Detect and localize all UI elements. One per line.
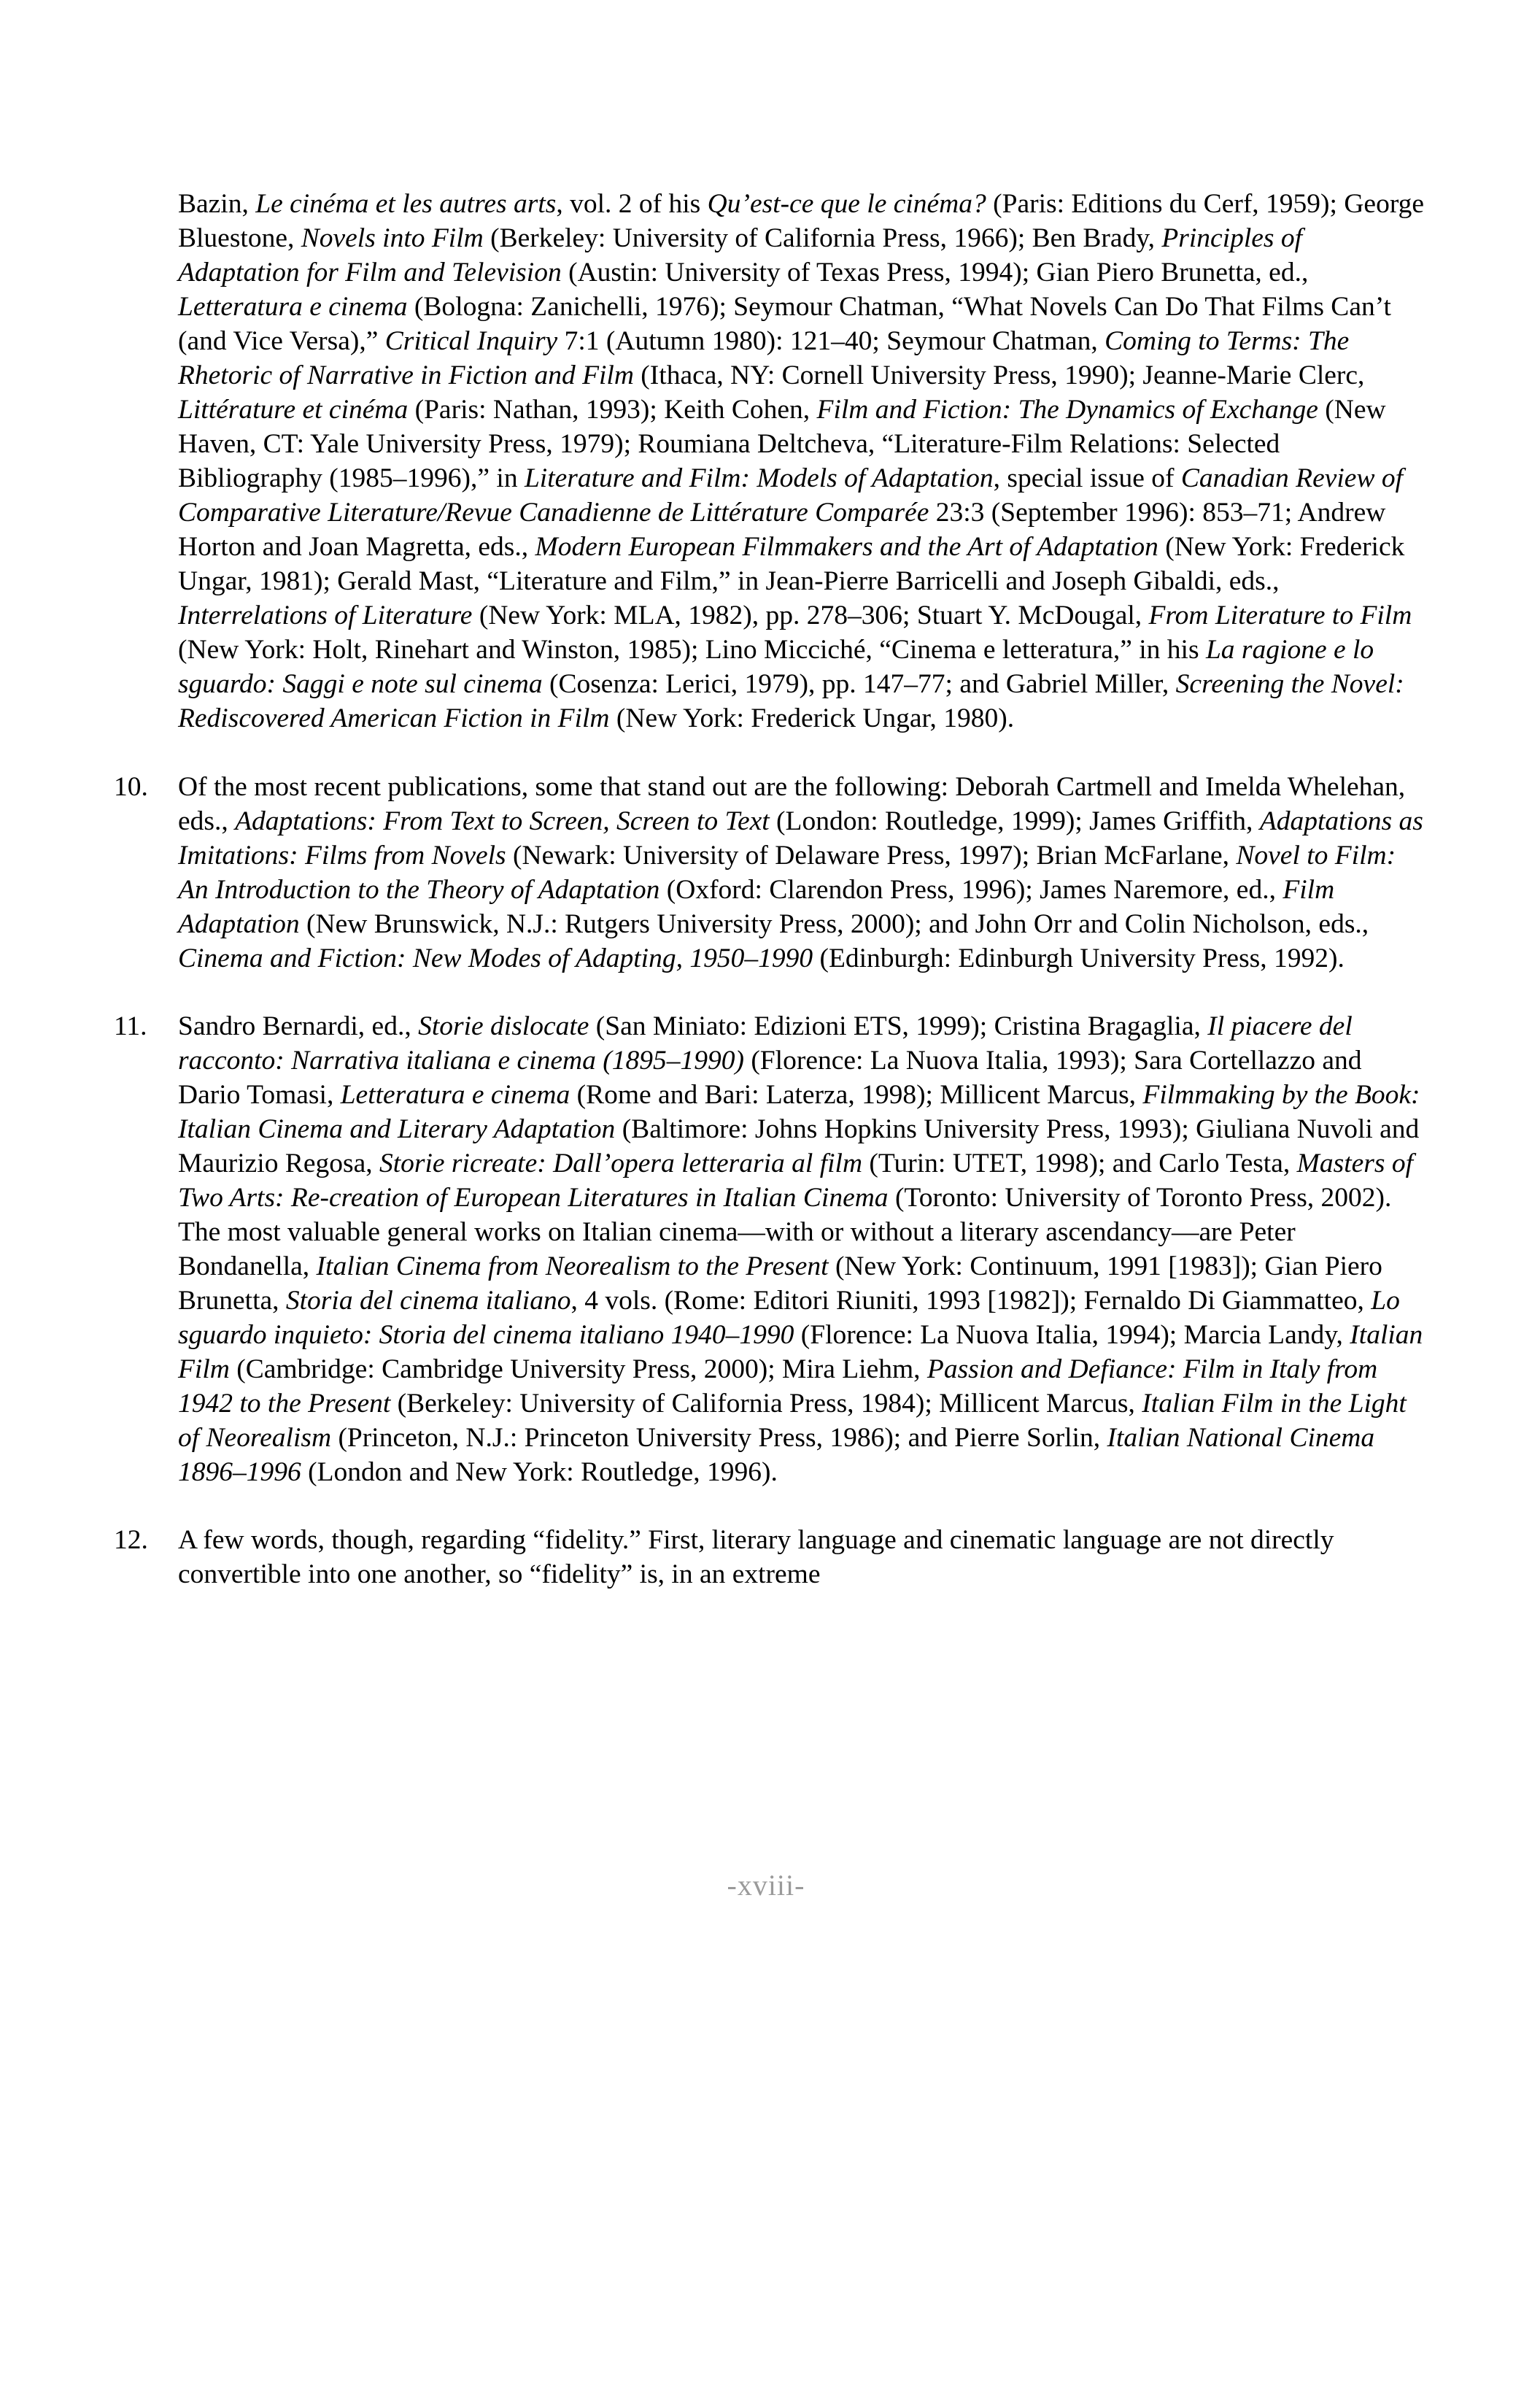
- text-run: (Bologna: Zanichelli, 1976); Seymour Chatman, “What Novels Can Do That Films Can’t (and Vice Versa),”: [178, 292, 1391, 356]
- italic-title: Italian Cinema from Neorealism to the Present: [316, 1251, 829, 1281]
- text-run: (New York: Frederick Ungar, 1980).: [609, 703, 1015, 733]
- text-run: (New York: Frederick Ungar, 1981); Gerald Mast, “Literature and Film,” in Jean-Pierre Barricelli and Joseph Gibaldi, eds.,: [178, 532, 1405, 596]
- text-run: Of the most recent publications, some that stand out are the following: Deborah Cartmell and Imelda Whelehan, eds.,: [178, 772, 1406, 836]
- note-text: [178, 1009, 1425, 1489]
- text-run: (Ithaca, NY: Cornell University Press, 1990); Jeanne-Marie Clerc,: [633, 360, 1365, 390]
- text-run: (New Brunswick, N.J.: Rutgers University Press, 2000); and John Orr and Colin Nicholson, eds.,: [299, 909, 1369, 939]
- text-run: (San Miniato: Edizioni ETS, 1999); Cristina Bragaglia,: [589, 1011, 1208, 1041]
- note-number: 10.: [114, 772, 148, 802]
- italic-title: Storia del cinema italiano: [285, 1286, 571, 1316]
- text-run: (Florence: La Nuova Italia, 1994); Marcia Landy,: [794, 1320, 1350, 1350]
- text-run: (Oxford: Clarendon Press, 1996); James Naremore, ed.,: [659, 875, 1283, 905]
- italic-title: Storie ricreate: Dall’opera letteraria al film: [379, 1149, 863, 1178]
- text-run: (Rome and Bari: Laterza, 1998); Millicent Marcus,: [570, 1080, 1143, 1110]
- italic-title: Film Adaptation: [178, 875, 1335, 939]
- text-run: (New York: Holt, Rinehart and Winston, 1985); Lino Micciché, “Cinema e letteratura,” in his: [178, 635, 1206, 665]
- text-run: (London and New York: Routledge, 1996).: [301, 1457, 778, 1487]
- text-run: 23:3 (September 1996): 853–71; Andrew Horton and Joan Magretta, eds.,: [178, 498, 1386, 562]
- text-run: , vol. 2 of his: [556, 189, 708, 219]
- italic-title: Film and Fiction: The Dynamics of Exchange: [816, 395, 1318, 425]
- text-run: (Florence: La Nuova Italia, 1993); Sara Cortellazzo and Dario Tomasi,: [178, 1046, 1362, 1110]
- text-run: (Berkeley: University of California Press, 1966); Ben Brady,: [483, 223, 1162, 253]
- note-text: [178, 1523, 1425, 1591]
- note-text: [178, 187, 1425, 736]
- text-run: Sandro Bernardi, ed.,: [178, 1011, 419, 1041]
- italic-title: Lo sguardo inquieto: Storia del cinema italiano 1940–1990: [178, 1286, 1400, 1350]
- italic-title: Adaptations as Imitations: Films from Novels: [178, 806, 1423, 871]
- italic-title: Italian Film: [178, 1320, 1423, 1384]
- italic-title: From Literature to Film: [1148, 601, 1412, 630]
- italic-title: Letteratura e cinema: [340, 1080, 570, 1110]
- italic-title: Literature and Film: Models of Adaptation: [524, 463, 994, 493]
- text-run: (Austin: University of Texas Press, 1994); Gian Piero Brunetta, ed.,: [561, 258, 1309, 288]
- text-run: (Princeton, N.J.: Princeton University Press, 1986); and Pierre Sorlin,: [331, 1423, 1107, 1453]
- italic-title: Cinema and Fiction: New Modes of Adapting, 1950–1990: [178, 943, 813, 973]
- text-run: (New York: MLA, 1982), pp. 278–306; Stuart Y. McDougal,: [472, 601, 1149, 630]
- italic-title: Littérature et cinéma: [178, 395, 409, 425]
- text-run: (Edinburgh: Edinburgh University Press, 1992).: [813, 943, 1345, 973]
- italic-title: La ragione e lo sguardo: Saggi e note sul cinema: [178, 635, 1374, 699]
- italic-title: Novel to Film: An Introduction to the Theory of Adaptation: [178, 841, 1396, 905]
- text-run: , 4 vols. (Rome: Editori Riuniti, 1993 [1982]); Fernaldo Di Giammatteo,: [570, 1286, 1372, 1316]
- text-run: (Paris: Nathan, 1993); Keith Cohen,: [408, 395, 817, 425]
- text-run: A few words, though, regarding “fidelity.” First, literary language and cinematic language are not directly convertible into one another, so “fidelity” is, in an extreme: [178, 1525, 1334, 1589]
- italic-title: Canadian Review of Comparative Literature/Revue Canadienne de Littérature Comparée: [178, 463, 1403, 528]
- italic-title: Critical Inquiry: [384, 326, 558, 356]
- endnote-10: [114, 770, 1425, 976]
- italic-title: Letteratura e cinema: [178, 292, 408, 322]
- italic-title: Le cinéma et les autres arts: [255, 189, 557, 219]
- text-run: (London: Routledge, 1999); James Griffith,: [769, 806, 1260, 836]
- text-run: (Turin: UTET, 1998); and Carlo Testa,: [862, 1149, 1297, 1178]
- text-run: (New York: Continuum, 1991 [1983]); Gian Piero Brunetta,: [178, 1251, 1382, 1316]
- italic-title: Principles of Adaptation for Film and Television: [178, 223, 1303, 288]
- italic-title: Italian National Cinema 1896–1996: [178, 1423, 1375, 1487]
- text-run: (New Haven, CT: Yale University Press, 1979); Roumiana Deltcheva, “Literature-Film Relations: Selected Bibliography (1985–1996),” in: [178, 395, 1386, 493]
- text-run: (Cambridge: Cambridge University Press, 2000); Mira Liehm,: [229, 1354, 927, 1384]
- italic-title: Qu’est-ce que le cinéma?: [707, 189, 986, 219]
- text-run: (Berkeley: University of California Press, 1984); Millicent Marcus,: [390, 1389, 1142, 1419]
- text-run: , special issue of: [993, 463, 1181, 493]
- text-run: 7:1 (Autumn 1980): 121–40; Seymour Chatman,: [557, 326, 1105, 356]
- italic-title: Novels into Film: [301, 223, 484, 253]
- italic-title: Masters of Two Arts: Re-creation of European Literatures in Italian Cinema: [178, 1149, 1413, 1213]
- italic-title: Interrelations of Literature: [178, 601, 473, 630]
- page-number: -xviii-: [727, 1869, 805, 1902]
- text-run: (Baltimore: Johns Hopkins University Press, 1993); Giuliana Nuvoli and Maurizio Regosa,: [178, 1114, 1420, 1178]
- italic-title: Screening the Novel: Rediscovered American Fiction in Film: [178, 669, 1404, 733]
- note-text: [178, 770, 1425, 976]
- italic-title: Adaptations: From Text to Screen, Screen to Text: [235, 806, 770, 836]
- italic-title: Storie dislocate: [418, 1011, 589, 1041]
- endnotes-body: [114, 187, 1425, 1625]
- text-run: Bazin,: [178, 189, 256, 219]
- note-number: 11.: [114, 1011, 147, 1041]
- endnote-9-continued: [178, 187, 1425, 736]
- note-number: 12.: [114, 1525, 148, 1555]
- italic-title: Modern European Filmmakers and the Art of Adaptation: [535, 532, 1158, 562]
- text-run: (Paris: Editions du Cerf, 1959); George Bluestone,: [178, 189, 1425, 253]
- italic-title: Passion and Defiance: Film in Italy from 1942 to the Present: [178, 1354, 1378, 1419]
- text-run: (Toronto: University of Toronto Press, 2002). The most valuable general works on Italian cinema—with or without a literary ascendancy—are Peter Bondanella,: [178, 1183, 1392, 1281]
- italic-title: Il piacere del racconto: Narrativa italiana e cinema (1895–1990): [178, 1011, 1353, 1076]
- endnote-12: [114, 1523, 1425, 1591]
- italic-title: Italian Film in the Light of Neorealism: [178, 1389, 1407, 1453]
- endnote-11: [114, 1009, 1425, 1489]
- italic-title: Filmmaking by the Book: Italian Cinema and Literary Adaptation: [178, 1080, 1420, 1144]
- text-run: (Newark: University of Delaware Press, 1997); Brian McFarlane,: [506, 841, 1237, 871]
- italic-title: Coming to Terms: The Rhetoric of Narrative in Fiction and Film: [178, 326, 1350, 390]
- text-run: (Cosenza: Lerici, 1979), pp. 147–77; and Gabriel Miller,: [542, 669, 1176, 699]
